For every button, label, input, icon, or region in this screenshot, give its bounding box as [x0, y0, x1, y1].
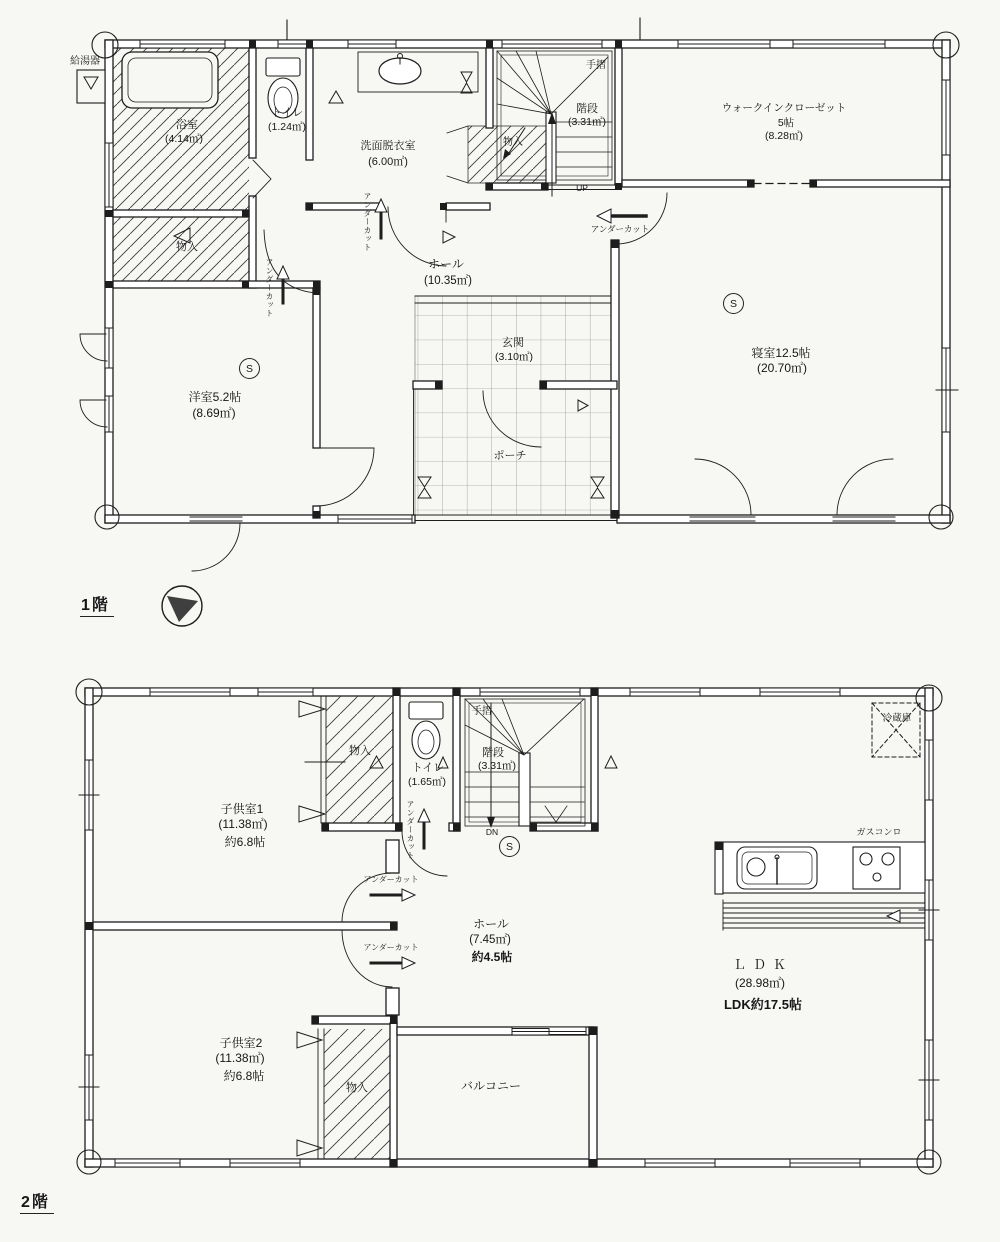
undercut-arrow-right2 [371, 957, 415, 969]
bath-area: (4.14㎡) [165, 133, 203, 145]
toilet1-area: (1.24㎡) [268, 121, 306, 133]
fridge-label: 冷蔵庫 [882, 713, 912, 724]
understairs-storage-label: 物入 [503, 137, 523, 148]
undercut-label-6: アンダーカット [363, 943, 419, 952]
awning-window-arc1 [80, 334, 107, 361]
toilet1-label: トイレ [270, 107, 304, 119]
water-heater-icon [77, 70, 105, 103]
compass-icon [162, 586, 202, 626]
child1-area: (11.38㎡) [218, 817, 268, 831]
washroom-area: (6.00㎡) [368, 156, 408, 168]
washbasin-icon [358, 52, 478, 92]
bedroom-label: 寝室12.5帖 [751, 346, 811, 360]
undercut-label-5: アンダーカット [363, 875, 419, 884]
storage-left-label: 物入 [176, 241, 198, 253]
counter-bar [723, 900, 925, 930]
water-heater-label: 給湯器 [70, 56, 100, 67]
hall2-area: (7.45㎡) [469, 934, 511, 946]
porch-label: ポーチ [493, 450, 527, 462]
storage-top-label: 物入 [349, 745, 371, 757]
wic-area: (8.28㎡) [765, 130, 803, 142]
toilet-icon-2f [409, 702, 443, 759]
child2-size: 約6.8帖 [223, 1069, 265, 1083]
child1-size: 約6.8帖 [224, 835, 266, 849]
undercut-label-1: アンダーカット [363, 192, 372, 252]
undercut-label-4: アンダーカット [406, 800, 415, 860]
wic-size: 5帖 [777, 117, 795, 129]
child2-door-arc [342, 930, 392, 987]
exterior-door-arc [192, 523, 240, 571]
undercut-arrow-left [597, 209, 646, 223]
balcony-label: バルコニー [460, 1079, 522, 1093]
floor2-title: 2階 [20, 1189, 54, 1214]
fridge-icon [872, 703, 920, 757]
kitchen-counter [715, 842, 925, 930]
floor2-plan [76, 679, 942, 1174]
bathtub-icon [122, 52, 218, 108]
washroom-label: 洗面脱衣室 [360, 140, 416, 152]
bath-label: 浴室 [176, 119, 198, 131]
handrail2-label: 手摺 [472, 706, 492, 717]
hall1-label: ホール [428, 257, 464, 271]
child2-label: 子供室2 [219, 1036, 263, 1050]
smoke-detector-mark: S [499, 836, 520, 857]
stairs1-label: 階段 [576, 103, 598, 115]
wic-label: ウォークインクローゼット [721, 102, 847, 114]
entrance-tile-area [415, 296, 612, 515]
floor1-title: 1階 [80, 592, 114, 617]
toilet2-area: (1.65㎡) [408, 776, 446, 788]
genkan-area: (3.10㎡) [495, 351, 533, 363]
undercut-label-2: アンダーカット [265, 258, 274, 318]
western-room-label: 洋室5.2帖 [188, 390, 242, 404]
stove-label: ガスコンロ [856, 827, 902, 837]
ldk-label: ＬＤＫ [732, 957, 794, 972]
vent-marker [461, 72, 472, 82]
dn-label: DN [485, 827, 499, 837]
stairs2-area: (3.31㎡) [478, 760, 516, 772]
hall2-label: ホール [473, 917, 509, 931]
western-room-door-arc [316, 448, 374, 506]
child1-label: 子供室1 [220, 802, 264, 816]
triangle-marker [329, 91, 343, 103]
undercut-arrow-up3 [418, 809, 430, 848]
western-room-area: (8.69㎡) [192, 406, 236, 420]
child2-area: (11.38㎡) [215, 1051, 265, 1065]
ldk-size: LDK約17.5帖 [723, 997, 803, 1012]
undercut-label-3: アンダーカット [590, 224, 650, 234]
undercut-arrow-right1 [371, 889, 415, 901]
ldk-area: (28.98㎡) [734, 976, 786, 990]
awning-window-arc2 [80, 400, 107, 427]
triangle-marker [605, 756, 617, 768]
storage-bottom-label: 物入 [346, 1082, 368, 1094]
bedroom-terrace-door-arc2 [837, 459, 893, 515]
triangle-marker [443, 231, 455, 243]
handrail1-label: 手摺 [586, 60, 606, 71]
stairs2-label: 階段 [482, 747, 504, 759]
bedroom-terrace-door-arc [695, 459, 751, 515]
stairs1-area: (3.31㎡) [568, 116, 606, 128]
bedroom-door-arc [616, 193, 667, 244]
smoke-detector-mark: S [723, 293, 744, 314]
bedroom-area: (20.70㎡) [756, 361, 808, 375]
balcony-sliding-door [512, 1027, 586, 1035]
genkan-label: 玄関 [502, 337, 524, 349]
toilet2-label: トイレ [411, 762, 445, 774]
smoke-detector-mark: S [239, 358, 260, 379]
hall1-area: (10.35㎡) [424, 275, 472, 287]
up-label: UP [576, 183, 588, 193]
hall2-size: 約4.5帖 [471, 950, 513, 964]
bath-folding-door [253, 160, 271, 198]
